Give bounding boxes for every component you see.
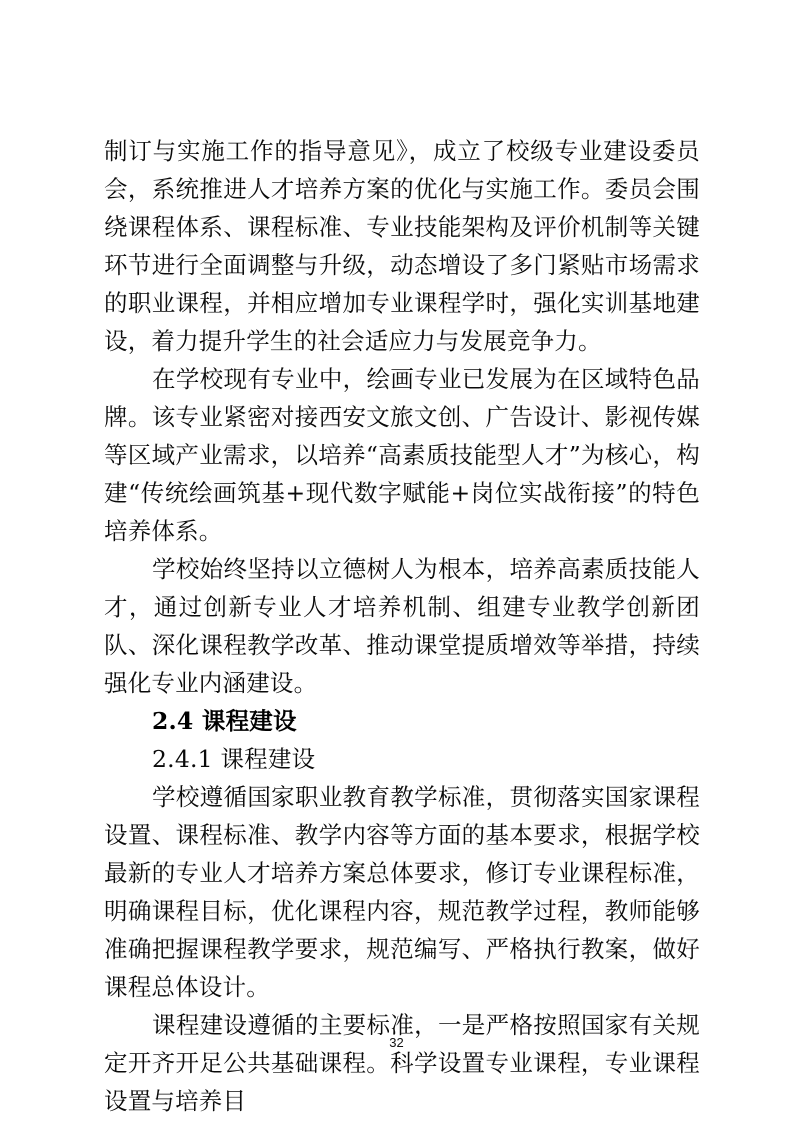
body-text-column [104, 132, 700, 1120]
paragraph-continuation: 制订与实施工作的指导意见》，成立了校级专业建设委员会，系统推进人才培养方案的优化与实施工作。委员会围绕课程体系、课程标准、专业技能架构及评价机制等关键环节进行全面调整与升级，动态增设了多门紧贴市场需求的职业课程，并相应增加专业课程学时，强化实训基地建设，着力提升学生的社会适应力与发展竞争力。 [104, 137, 700, 355]
subsection-heading-2-4-1: 2.4.1 课程建设 [152, 745, 316, 773]
page-number: 32 [389, 1035, 404, 1050]
paragraph-painting-major: 在学校现有专业中，绘画专业已发展为在区域特色品牌。该专业紧密对接西安文旅文创、广告设计、影视传媒等区域产业需求，以培养“高素质技能型人才”为核心，构建“传统绘画筑基+现代数字赋能+岗位实战衔接”的特色培养体系。 [104, 365, 700, 545]
paragraph-course-criteria: 课程建设遵循的主要标准，一是严格按照国家有关规定开齐开足公共基础课程。科学设置专业课程，专业课程设置与培养目 [104, 1011, 700, 1115]
paragraph-teaching-standards: 学校遵循国家职业教育教学标准，贯彻落实国家课程设置、课程标准、教学内容等方面的基本要求，根据学校最新的专业人才培养方案总体要求，修订专业课程标准，明确课程目标，优化课程内容，规范教学过程，教师能够准确把握课程教学要求，规范编写、严格执行教案，做好课程总体设计。 [104, 783, 700, 1001]
paragraph-moral-education: 学校始终坚持以立德树人为根本，培养高素质技能人才，通过创新专业人才培养机制、组建专业教学创新团队、深化课程教学改革、推动课堂提质增效等举措，持续强化专业内涵建设。 [104, 555, 700, 697]
section-heading-2-4: 2.4 课程建设 [152, 707, 297, 735]
